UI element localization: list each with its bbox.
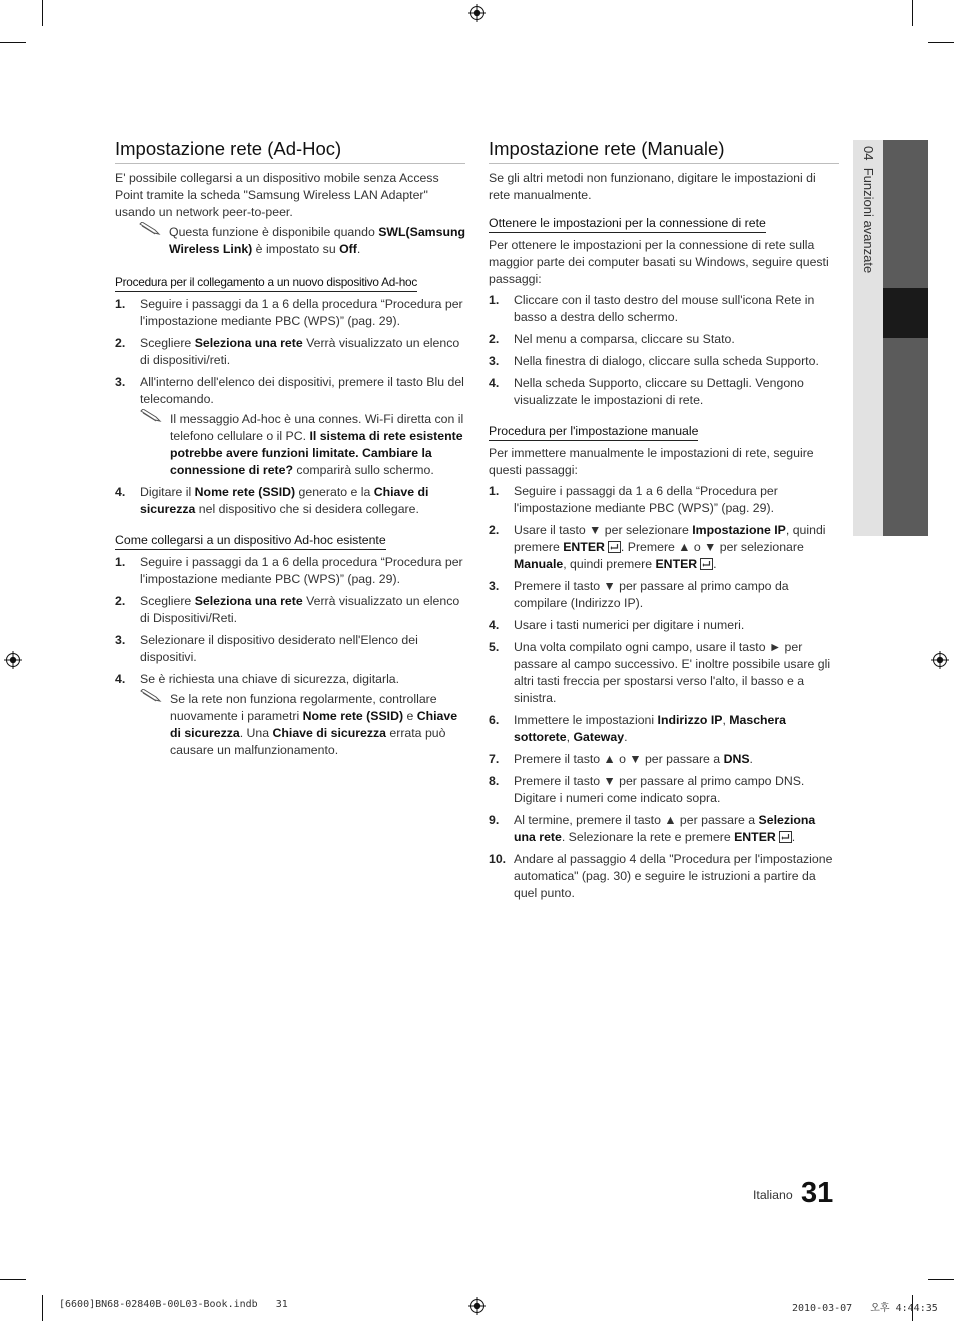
registration-mark-icon — [468, 1297, 486, 1315]
get-settings-intro: Per ottenere le impostazioni per la connessione di rete sulla maggior parte dei computer basati su Windows, seguire questi passaggi: — [489, 238, 829, 286]
list-item: 8. Premere il tasto ▼ per passare al primo campo DNS. Digitare i numeri come indicato sopra. — [489, 774, 805, 805]
enter-key-icon — [700, 558, 713, 570]
note-swl: Questa funzione è disponibile quando SWL(Samsung Wireless Link) è impostato su Off. — [115, 224, 465, 258]
list-item: 2. Scegliere Seleziona una rete Verrà visualizzato un elenco di Dispositivi/Reti. — [115, 594, 460, 625]
slug-line — [42, 1295, 43, 1321]
subheading-get-settings: Ottenere le impostazioni per la connessione di rete — [489, 216, 766, 233]
list-item: 2. Usare il tasto ▼ per selezionare Impostazione IP, quindi premere ENTER . Premere ▲ o ▼ per selezionare Manuale, quindi premere ENTER . — [489, 523, 826, 571]
list-item: 6. Immettere le impostazioni Indirizzo IP, Maschera sottorete, Gateway. — [489, 713, 787, 744]
list-item: 3. Nella finestra di dialogo, cliccare sulla scheda Supporto. — [489, 354, 819, 368]
list-item: 4. Digitare il Nome rete (SSID) generato e la Chiave di sicurezza nel dispositivo che si desidera collegare. — [115, 485, 429, 516]
list-item: 4. Nella scheda Supporto, cliccare su Dettagli. Vengono visualizzate le impostazioni di rete. — [489, 376, 804, 407]
crop-mark — [0, 42, 26, 43]
crop-mark — [928, 42, 954, 43]
chapter-tab-dark — [883, 140, 928, 536]
subheading-manual-procedure: Procedura per l'impostazione manuale — [489, 424, 698, 441]
subheading-new-adhoc: Procedura per il collegamento a un nuovo dispositivo Ad-hoc — [115, 275, 417, 292]
list-manual-procedure — [489, 483, 839, 902]
page-number: 31 — [801, 1177, 834, 1209]
list-item: 5. Una volta compilato ogni campo, usare il tasto ► per passare al campo successivo. E' inoltre possibile usare gli altri tasti freccia per spostarsi verso l'alto, il basso e a sinistra. — [489, 640, 831, 705]
right-column — [489, 138, 839, 907]
adhoc-intro: E' possibile collegarsi a un dispositivo mobile senza Access Point tramite la scheda "Samsung Wireless LAN Adapter" usando un network peer-to-peer. — [115, 171, 439, 219]
enter-key-icon — [608, 541, 621, 553]
list-item: 4. Usare i tasti numerici per digitare i numeri. — [489, 618, 745, 632]
list-item: 2. Scegliere Seleziona una rete Verrà visualizzato un elenco di dispositivi/reti. — [115, 336, 460, 367]
list-item: 7. Premere il tasto ▲ o ▼ per passare a DNS. — [489, 752, 753, 766]
left-column — [115, 138, 465, 764]
enter-key-icon — [779, 831, 792, 843]
crop-mark — [928, 1279, 954, 1280]
note-pencil-icon — [140, 689, 162, 703]
registration-mark-icon — [931, 651, 949, 669]
list-item: 10. Andare al passaggio 4 della "Procedura per l'impostazione automatica" (pag. 30) e seguire le istruzioni a partire da quel punto. — [489, 852, 833, 900]
list-item: 3. Premere il tasto ▼ per passare al primo campo da compilare (Indirizzo IP). — [489, 579, 789, 610]
chapter-tab-marker — [883, 288, 928, 338]
list-new-adhoc — [115, 296, 465, 518]
note-adhoc-message: Il messaggio Ad-hoc è una connes. Wi-Fi diretta con il telefono cellulare o il PC. Il sistema di rete esistente potrebbe avere funzioni limitate. Cambiare la connessione di rete? comparirà sullo schermo. — [140, 411, 465, 479]
list-item: 1. Cliccare con il tasto destro del mouse sull'icona Rete in basso a destra dello schermo. — [489, 293, 815, 324]
list-item: 3. Selezionare il dispositivo desiderato nell'Elenco dei dispositivi. — [115, 633, 418, 664]
list-get-settings — [489, 292, 839, 409]
list-item: 4. Se è richiesta una chiave di sicurezza, digitarla. Se la rete non funziona regolarmente, controllare nuovamente i parametri Nome rete (SSID) e Chiave di sicurezza. Una Chiave di sicurezza errata può causare un malfunzionamento. — [115, 671, 465, 759]
slug-file: [6600]BN68-02840B-00L03-Book.indb 31 — [59, 1299, 288, 1310]
subheading-existing-adhoc: Come collegarsi a un dispositivo Ad-hoc esistente — [115, 533, 386, 550]
registration-mark-icon — [4, 651, 22, 669]
list-item: 1. Seguire i passaggi da 1 a 6 della “Procedura per l'impostazione mediante PBC (WPS)” (pag. 29). — [489, 484, 778, 515]
section-title-manual: Impostazione rete (Manuale) — [489, 138, 839, 164]
crop-mark — [912, 0, 913, 26]
list-item: 2. Nel menu a comparsa, cliccare su Stato. — [489, 332, 735, 346]
note-pencil-icon — [140, 409, 162, 423]
list-item: 1. Seguire i passaggi da 1 a 6 della procedura “Procedura per l'impostazione mediante PBC (WPS)” (pag. 29). — [115, 297, 463, 328]
list-item: 9. Al termine, premere il tasto ▲ per passare a Seleziona una rete. Selezionare la rete e premere ENTER . — [489, 813, 816, 844]
chapter-label: 04 Funzioni avanzate — [861, 146, 876, 274]
crop-mark — [0, 1279, 26, 1280]
manual-intro: Se gli altri metodi non funzionano, digitare le impostazioni di rete manualmente. — [489, 171, 816, 202]
manual-procedure-intro: Per immettere manualmente le impostazioni di rete, seguire questi passaggi: — [489, 446, 814, 477]
footer-language: Italiano — [753, 1188, 793, 1202]
note-security-key: Se la rete non funziona regolarmente, controllare nuovamente i parametri Nome rete (SSID) e Chiave di sicurezza. Una Chiave di sicurezza errata può causare un malfunzionamento. — [140, 691, 465, 759]
section-title-adhoc: Impostazione rete (Ad-Hoc) — [115, 138, 465, 164]
registration-mark-icon — [468, 4, 486, 22]
list-item: 1. Seguire i passaggi da 1 a 6 della procedura “Procedura per l'impostazione mediante PBC (WPS)” (pag. 29). — [115, 555, 463, 586]
list-item: 3. All'interno dell'elenco dei dispositivi, premere il tasto Blu del telecomando. Il messaggio Ad-hoc è una connes. Wi-Fi diretta con il telefono cellulare o il PC. Il sistema di rete esistente potrebbe avere funzioni limitate. Cambiare la connessione di rete? comparirà sullo schermo. — [115, 375, 464, 477]
slug-datetime: 2010-03-07 오후 4:44:35 — [792, 1303, 938, 1314]
crop-mark — [42, 0, 43, 26]
list-existing-adhoc — [115, 554, 465, 759]
note-pencil-icon — [139, 222, 161, 236]
